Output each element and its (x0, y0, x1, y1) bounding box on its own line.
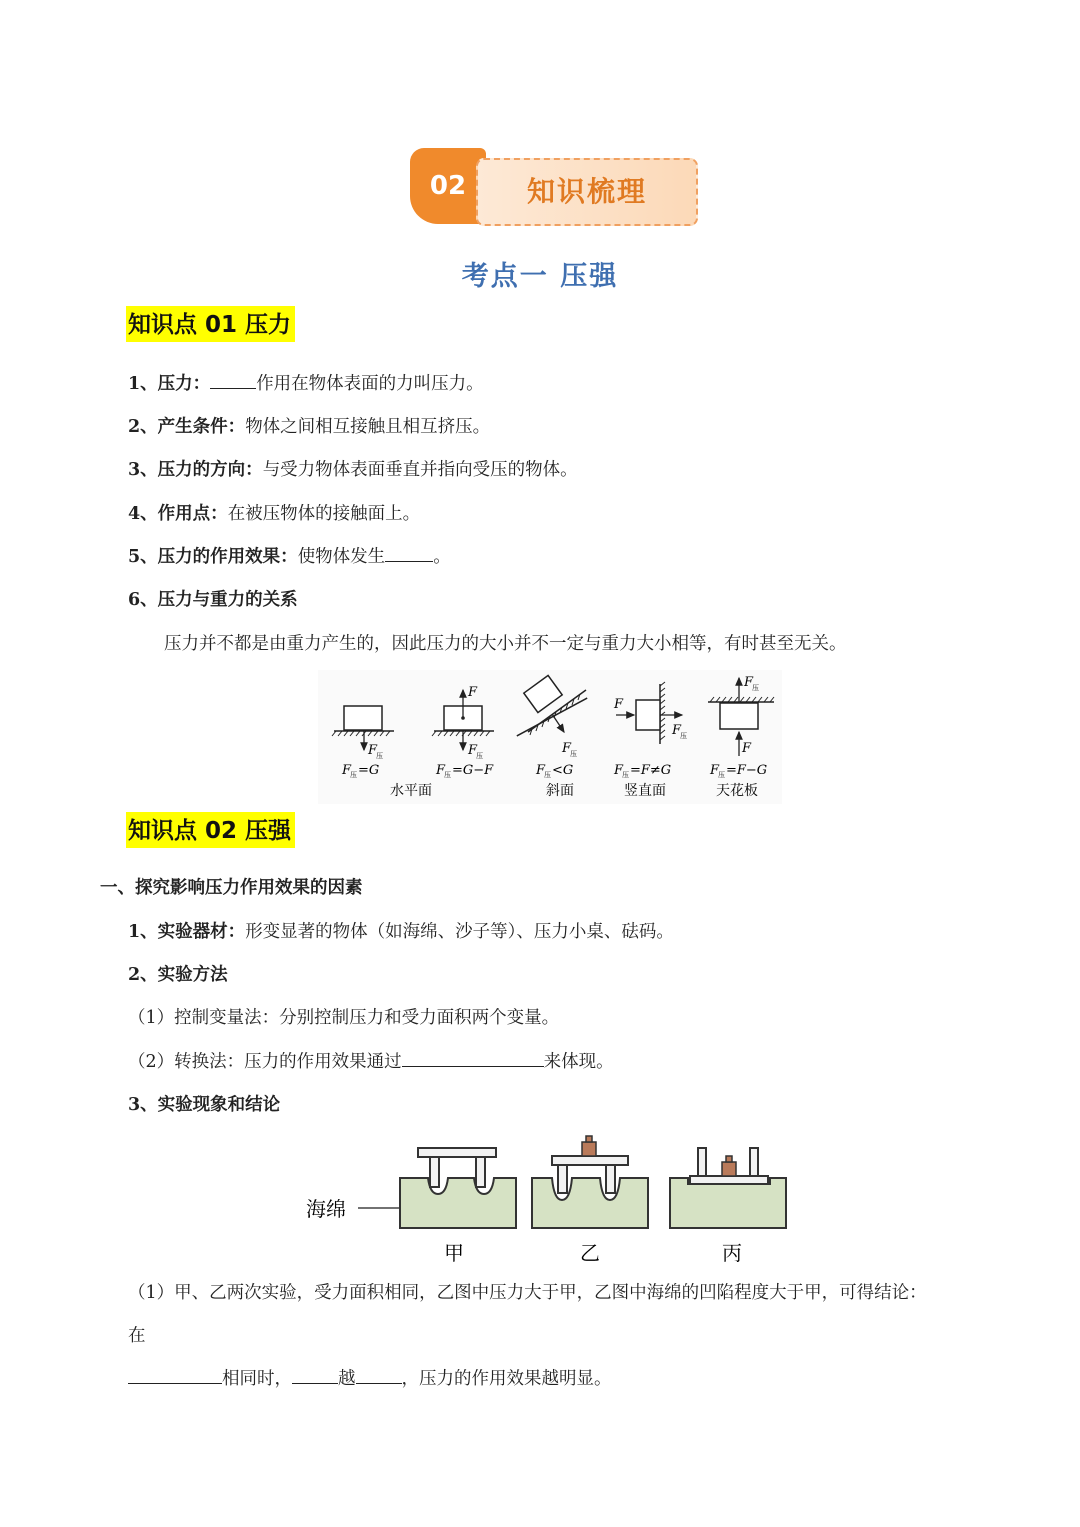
kp2-item-2: 2、实验方法 (128, 965, 228, 985)
eq-sub: 压 (444, 771, 451, 779)
eq-sub: 压 (544, 771, 551, 779)
kp1-item-5-label: 5、压力的作用效果： (128, 547, 298, 567)
setup-b (532, 1136, 648, 1265)
setup-a (400, 1148, 516, 1265)
kp1-item-5-text: 使物体发生 (297, 547, 386, 567)
label-f-push: F (614, 697, 624, 712)
blank (128, 1367, 222, 1384)
kp1-item-4-text: 在被压物体的接触面上。 (227, 504, 421, 524)
eq-sub: 压 (622, 771, 629, 779)
kp1-item-3 (128, 458, 578, 482)
label-f-up: F (742, 741, 752, 756)
kp2-item-3: 3、实验现象和结论 (128, 1095, 281, 1115)
conclusion-line-1: （1）甲、乙两次实验，受力面积相同，乙图中压力大于甲，乙图中海绵的凹陷程度大于甲，可得结论： (128, 1283, 927, 1303)
kp1-item-4 (128, 502, 420, 526)
kp2-method-1: （1）控制变量法：分别控制压力和受力面积两个变量。 (128, 1008, 560, 1028)
conclusion-line-3 (128, 1367, 612, 1391)
blank (292, 1367, 338, 1384)
eq-horizontal: =G (358, 763, 380, 778)
kp2-item-1-text: 形变显著的物体（如海绵、沙子等）、压力小桌、砝码。 (245, 922, 674, 942)
caption-b: 乙 (580, 1241, 600, 1265)
eq-sub: 压 (718, 771, 725, 779)
eq-f: F (710, 763, 720, 778)
kp1-item-4-label: 4、作用点： (128, 504, 228, 524)
label-f-ya: F (672, 723, 682, 738)
eq-lifted: =G−F (452, 763, 494, 778)
pressure-gravity-figure (318, 670, 782, 804)
eq-f: F (436, 763, 446, 778)
kp1-item-5 (128, 545, 451, 569)
caption-ceiling: 天花板 (716, 783, 758, 799)
kp1-item-3-label: 3、压力的方向： (128, 460, 263, 480)
conclusion-text-c: ，压力的作用效果越明显。 (401, 1369, 612, 1389)
sub-ya: 压 (680, 732, 687, 740)
caption-vertical: 竖直面 (624, 783, 666, 799)
kp2-item-1 (128, 920, 674, 944)
kp2-subheading: 一、探究影响压力作用效果的因素 (100, 878, 363, 898)
kp1-title: 知识点 01 压力 (126, 306, 295, 342)
conclusion-text-a: 相同时， (222, 1369, 292, 1389)
blank (402, 1050, 544, 1067)
label-f-ya: F (744, 675, 754, 690)
conclusion-text-b: 越 (338, 1369, 356, 1389)
sponge-experiment-figure (300, 1130, 800, 1270)
kp1-item-6-label: 6、压力与重力的关系 (128, 590, 298, 610)
conclusion-line-2: 在 (128, 1326, 146, 1346)
blank (385, 545, 433, 562)
kp2-method-2 (128, 1050, 614, 1074)
kp2-item-1-label: 1、实验器材： (128, 922, 246, 942)
kp2-method-2-end: 来体现。 (543, 1052, 614, 1072)
blank (356, 1367, 402, 1384)
kp1-item-1 (128, 372, 484, 396)
eq-f: F (614, 763, 624, 778)
kp1-item-3-text: 与受力物体表面垂直并指向受压的物体。 (262, 460, 578, 480)
label-f-ya: F (468, 743, 478, 758)
label-f-up: F (468, 685, 478, 700)
section-title: 考点一 压强 (461, 261, 619, 292)
sub-ya: 压 (376, 752, 383, 760)
caption-incline: 斜面 (546, 783, 574, 799)
label-f-ya: F (562, 741, 572, 756)
caption-c: 丙 (722, 1241, 742, 1265)
setup-c (670, 1148, 786, 1265)
kp1-paragraph: 压力并不都是由重力产生的，因此压力的大小并不一定与重力大小相等，有时甚至无关。 (164, 634, 847, 654)
eq-vertical: =F≠G (630, 763, 672, 778)
eq-incline: <G (552, 763, 574, 778)
kp1-item-1-label: 1、压力： (128, 374, 211, 394)
kp2-title: 知识点 02 压强 (126, 812, 295, 848)
blank (210, 372, 256, 389)
section-badge (410, 148, 700, 228)
kp1-item-5-end: 。 (433, 547, 451, 567)
sponge-label: 海绵 (306, 1197, 346, 1221)
eq-sub: 压 (350, 771, 357, 779)
kp2-method-2-text: （2）转换法：压力的作用效果通过 (128, 1052, 402, 1072)
caption-horizontal: 水平面 (390, 783, 432, 799)
badge-title: 知识梳理 (526, 175, 647, 208)
sub-ya: 压 (476, 752, 483, 760)
eq-f: F (342, 763, 352, 778)
kp1-item-1-text: 作用在物体表面的力叫压力。 (256, 374, 484, 394)
eq-f: F (536, 763, 546, 778)
eq-ceiling: =F−G (726, 763, 768, 778)
kp1-item-2-text: 物体之间相互接触且相互挤压。 (245, 417, 491, 437)
kp1-item-6 (128, 588, 298, 612)
label-f-ya: F (368, 743, 378, 758)
sub-ya: 压 (570, 750, 577, 758)
sub-ya: 压 (752, 684, 759, 692)
kp1-item-2-label: 2、产生条件： (128, 417, 246, 437)
badge-number: 02 (429, 171, 467, 201)
kp1-item-2 (128, 415, 490, 439)
caption-a: 甲 (444, 1241, 464, 1265)
